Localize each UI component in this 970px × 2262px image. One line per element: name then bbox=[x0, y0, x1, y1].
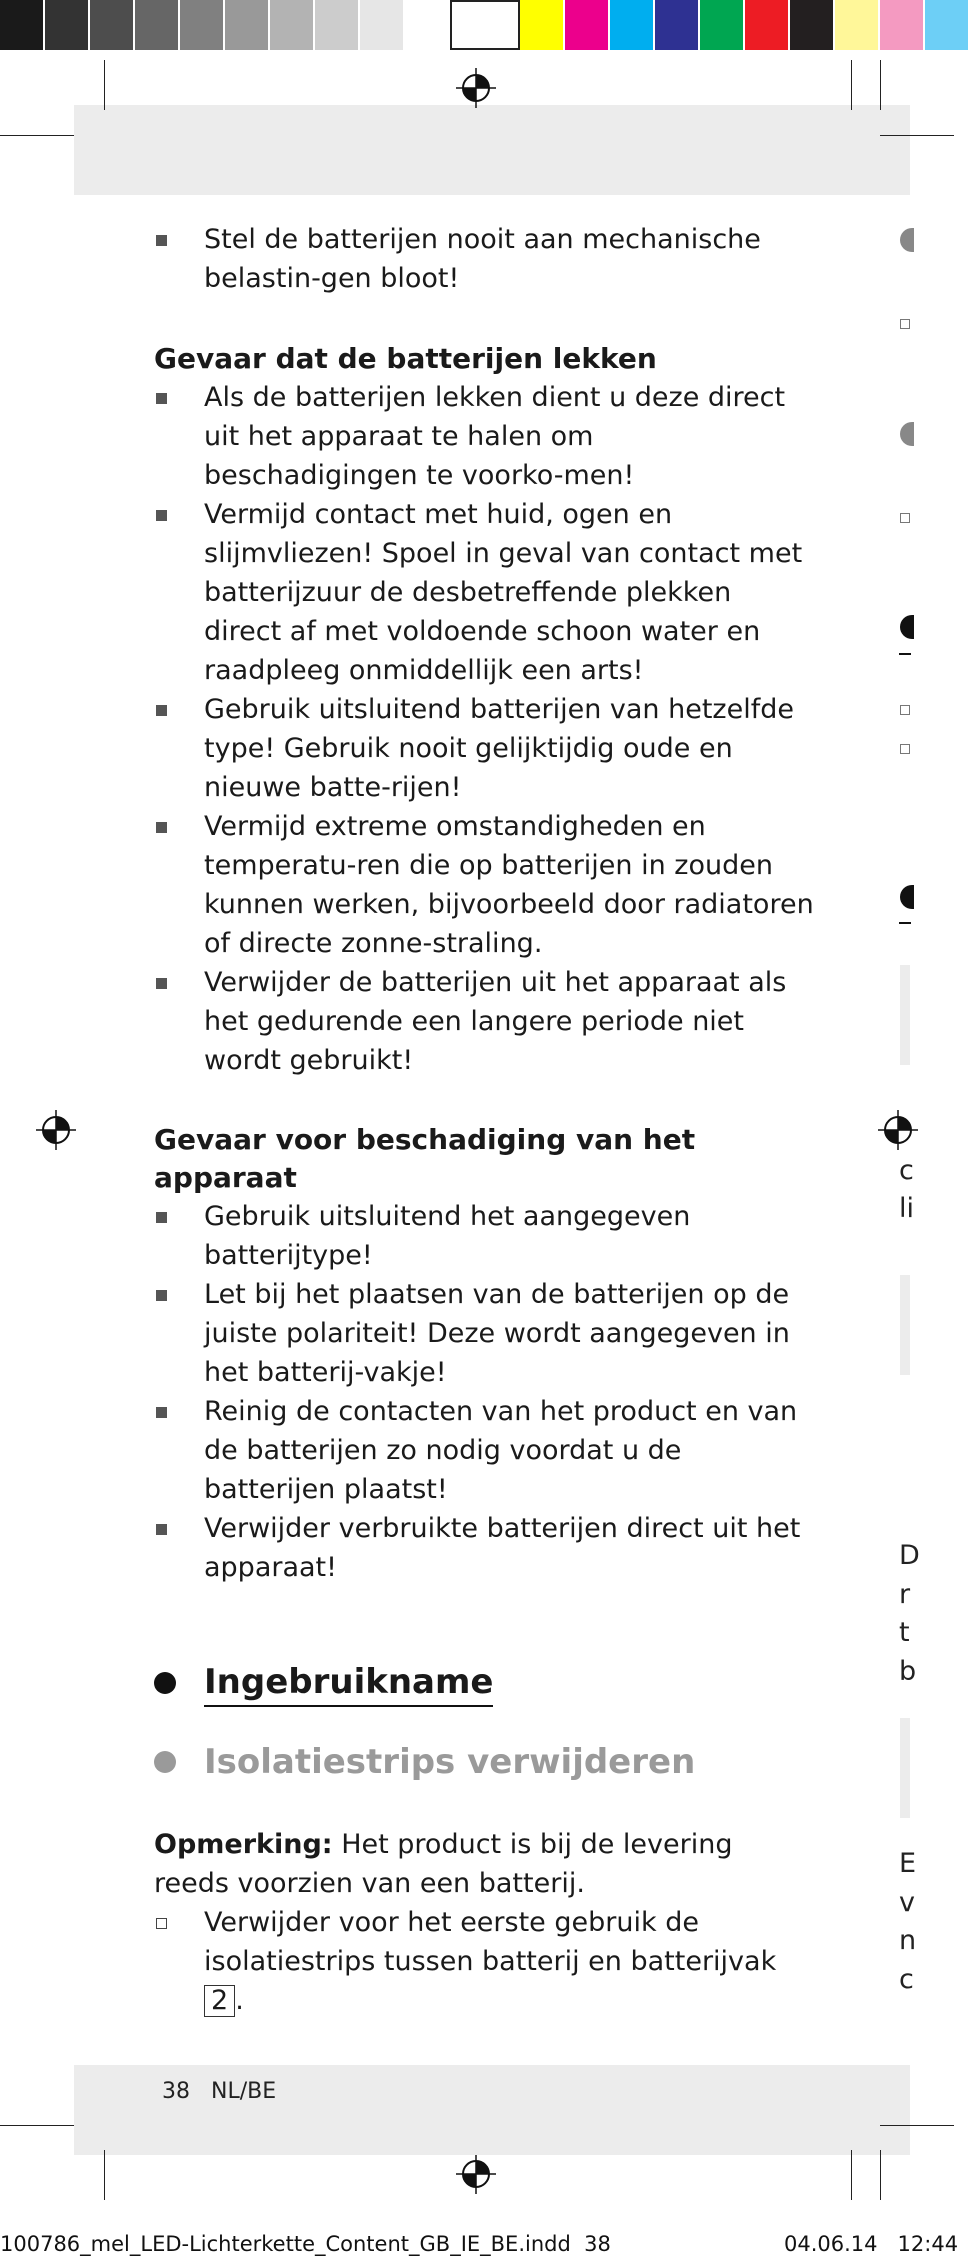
list-item-text: Vermijd extreme omstandigheden en temperatu-ren die op batterijen in zouden kunnen werken, bijvoorbeeld door radiatoren of directe zonne-straling. bbox=[204, 811, 814, 959]
square-bullet-icon bbox=[156, 822, 167, 833]
list-item bbox=[154, 690, 814, 807]
square-bullet-icon bbox=[156, 705, 167, 716]
fragment-panel bbox=[900, 1275, 910, 1375]
slug-page: 38 bbox=[584, 2232, 611, 2256]
fragment-box bbox=[900, 513, 910, 523]
list-item-text: Let bij het plaatsen van de batterijen op de juiste polariteit! Deze wordt aangegeven in het batterij-vakje! bbox=[204, 1279, 790, 1388]
leak-heading: Gevaar dat de batterijen lekken bbox=[154, 342, 657, 375]
crop-mark bbox=[880, 135, 954, 136]
color-swatch bbox=[270, 0, 315, 50]
list-item bbox=[154, 1275, 814, 1392]
fragment-line bbox=[899, 922, 911, 924]
list-item-text: Verwijder verbruikte batterijen direct uit het apparaat! bbox=[204, 1513, 801, 1583]
color-calibration-bar bbox=[0, 0, 970, 52]
checkbox-bullet-icon bbox=[156, 1918, 167, 1929]
list-item-text: Gebruik uitsluitend het aangegeven batterijtype! bbox=[204, 1201, 691, 1271]
crop-mark bbox=[851, 60, 852, 110]
slug-file bbox=[0, 2232, 611, 2256]
color-swatch bbox=[880, 0, 925, 50]
list-item bbox=[154, 378, 814, 495]
leak-list bbox=[154, 378, 814, 1080]
list-item-text: Verwijder de batterijen uit het apparaat als het gedurende een langere periode niet wordt gebruikt! bbox=[204, 967, 787, 1076]
subsection-title-text: Isolatiestrips verwijderen bbox=[204, 1742, 696, 1782]
list-item bbox=[154, 1197, 814, 1275]
fragment-line bbox=[899, 653, 911, 655]
square-bullet-icon bbox=[156, 1290, 167, 1301]
header-band bbox=[74, 105, 910, 195]
list-item-text: Reinig de contacten van het product en van de batterijen zo nodig voordat u de batterijen plaatst! bbox=[204, 1396, 798, 1505]
color-swatch bbox=[315, 0, 360, 50]
color-swatch bbox=[45, 0, 90, 50]
crop-mark bbox=[880, 60, 881, 110]
note-label: Opmerking: bbox=[154, 1829, 333, 1860]
slug-datetime bbox=[784, 2232, 958, 2256]
color-swatch bbox=[610, 0, 655, 50]
fragment-box bbox=[900, 705, 910, 715]
crop-mark bbox=[851, 2150, 852, 2200]
color-swatch bbox=[565, 0, 610, 50]
damage-list bbox=[154, 1197, 814, 1587]
fragment-panel bbox=[900, 1718, 910, 1818]
list-item-text: Als de batterijen lekken dient u deze direct uit het apparaat te halen om beschadigingen te voorko-men! bbox=[204, 382, 786, 491]
page-content bbox=[154, 220, 814, 2020]
part-reference: 2 bbox=[204, 1985, 235, 2017]
registration-mark-icon bbox=[36, 1110, 76, 1150]
fragment-dot bbox=[900, 885, 914, 909]
fragment-text: t bbox=[899, 1617, 910, 1648]
fragment-text: n bbox=[899, 1925, 917, 1956]
list-item-text: Vermijd contact met huid, ogen en slijmvliezen! Spoel in geval van contact met batterijzuur de desbetreffende plekken direct af met voldoende schoon water en raadpleeg onmiddellijk een arts! bbox=[204, 499, 803, 686]
page-locale: NL/BE bbox=[210, 2079, 277, 2104]
color-swatch bbox=[0, 0, 45, 50]
fragment-dot bbox=[900, 615, 914, 639]
crop-mark bbox=[0, 135, 74, 136]
slug-time: 12:44 bbox=[897, 2232, 959, 2256]
crop-mark bbox=[0, 2125, 74, 2126]
color-swatch bbox=[700, 0, 745, 50]
fragment-text: li bbox=[899, 1193, 915, 1224]
color-swatch bbox=[835, 0, 880, 50]
list-item bbox=[154, 807, 814, 963]
list-item bbox=[154, 1903, 814, 2020]
fragment-text: E bbox=[899, 1848, 917, 1879]
damage-heading: Gevaar voor beschadiging van het apparaat bbox=[154, 1123, 696, 1194]
fragment-text: b bbox=[899, 1656, 917, 1687]
color-swatch bbox=[790, 0, 835, 50]
crop-mark bbox=[880, 2150, 881, 2200]
step-list bbox=[154, 1903, 814, 2020]
fragment-text: r bbox=[899, 1579, 911, 1610]
square-bullet-icon bbox=[156, 1524, 167, 1535]
list-item-text: Gebruik uitsluitend batterijen van hetzelfde type! Gebruik nooit gelijktijdig oude en nieuwe batte-rijen! bbox=[204, 694, 794, 803]
color-swatch bbox=[180, 0, 225, 50]
note-text: Het product is bij de levering reeds voorzien van een batterij. bbox=[154, 1829, 733, 1899]
color-swatch bbox=[450, 0, 520, 50]
color-swatch bbox=[90, 0, 135, 50]
crop-mark bbox=[104, 2150, 105, 2200]
fragment-panel bbox=[900, 965, 910, 1065]
section-title bbox=[154, 1659, 814, 1707]
bullet-dot-icon bbox=[154, 1751, 176, 1773]
list-item bbox=[154, 220, 814, 298]
intro-list bbox=[154, 220, 814, 298]
color-swatch bbox=[135, 0, 180, 50]
fragment-box bbox=[900, 744, 910, 754]
list-item bbox=[154, 495, 814, 690]
square-bullet-icon bbox=[156, 1212, 167, 1223]
page-number: 38 bbox=[162, 2079, 190, 2104]
bullet-dot-icon bbox=[154, 1672, 176, 1694]
color-swatch bbox=[655, 0, 700, 50]
square-bullet-icon bbox=[156, 393, 167, 404]
slug-filename: 100786_mel_LED-Lichterkette_Content_GB_IE_BE.indd bbox=[0, 2232, 571, 2256]
fragment-dot bbox=[900, 228, 914, 252]
registration-mark-icon bbox=[456, 2154, 496, 2194]
fragment-text: c bbox=[899, 1964, 914, 1995]
color-swatch bbox=[225, 0, 270, 50]
list-item bbox=[154, 963, 814, 1080]
color-swatch bbox=[745, 0, 790, 50]
list-item bbox=[154, 1509, 814, 1587]
section-title-text: Ingebruikname bbox=[204, 1659, 493, 1707]
color-swatch bbox=[405, 0, 450, 50]
step-text: Verwijder voor het eerste gebruik de isolatiestrips tussen batterij en batterijvak bbox=[204, 1907, 777, 1977]
fragment-text: c bbox=[899, 1155, 914, 1186]
subsection-title bbox=[154, 1739, 814, 1785]
page-footer bbox=[162, 2079, 276, 2104]
color-swatch bbox=[360, 0, 405, 50]
square-bullet-icon bbox=[156, 235, 167, 246]
crop-mark bbox=[104, 60, 105, 110]
fragment-text: D bbox=[899, 1540, 920, 1571]
square-bullet-icon bbox=[156, 1407, 167, 1418]
slug-date: 04.06.14 bbox=[784, 2232, 878, 2256]
note-paragraph bbox=[154, 1825, 814, 1903]
fragment-dot bbox=[900, 422, 914, 446]
fragment-box bbox=[900, 319, 910, 329]
registration-mark-icon bbox=[456, 68, 496, 108]
color-swatch bbox=[520, 0, 565, 50]
list-item bbox=[154, 1392, 814, 1509]
crop-mark bbox=[880, 2125, 954, 2126]
square-bullet-icon bbox=[156, 510, 167, 521]
fragment-text: v bbox=[899, 1887, 915, 1918]
registration-mark-icon bbox=[878, 1110, 918, 1150]
step-text-end: . bbox=[235, 1985, 244, 2016]
color-swatch bbox=[925, 0, 970, 50]
square-bullet-icon bbox=[156, 978, 167, 989]
list-item-text: Stel de batterijen nooit aan mechanische belastin-gen bloot! bbox=[204, 224, 761, 294]
